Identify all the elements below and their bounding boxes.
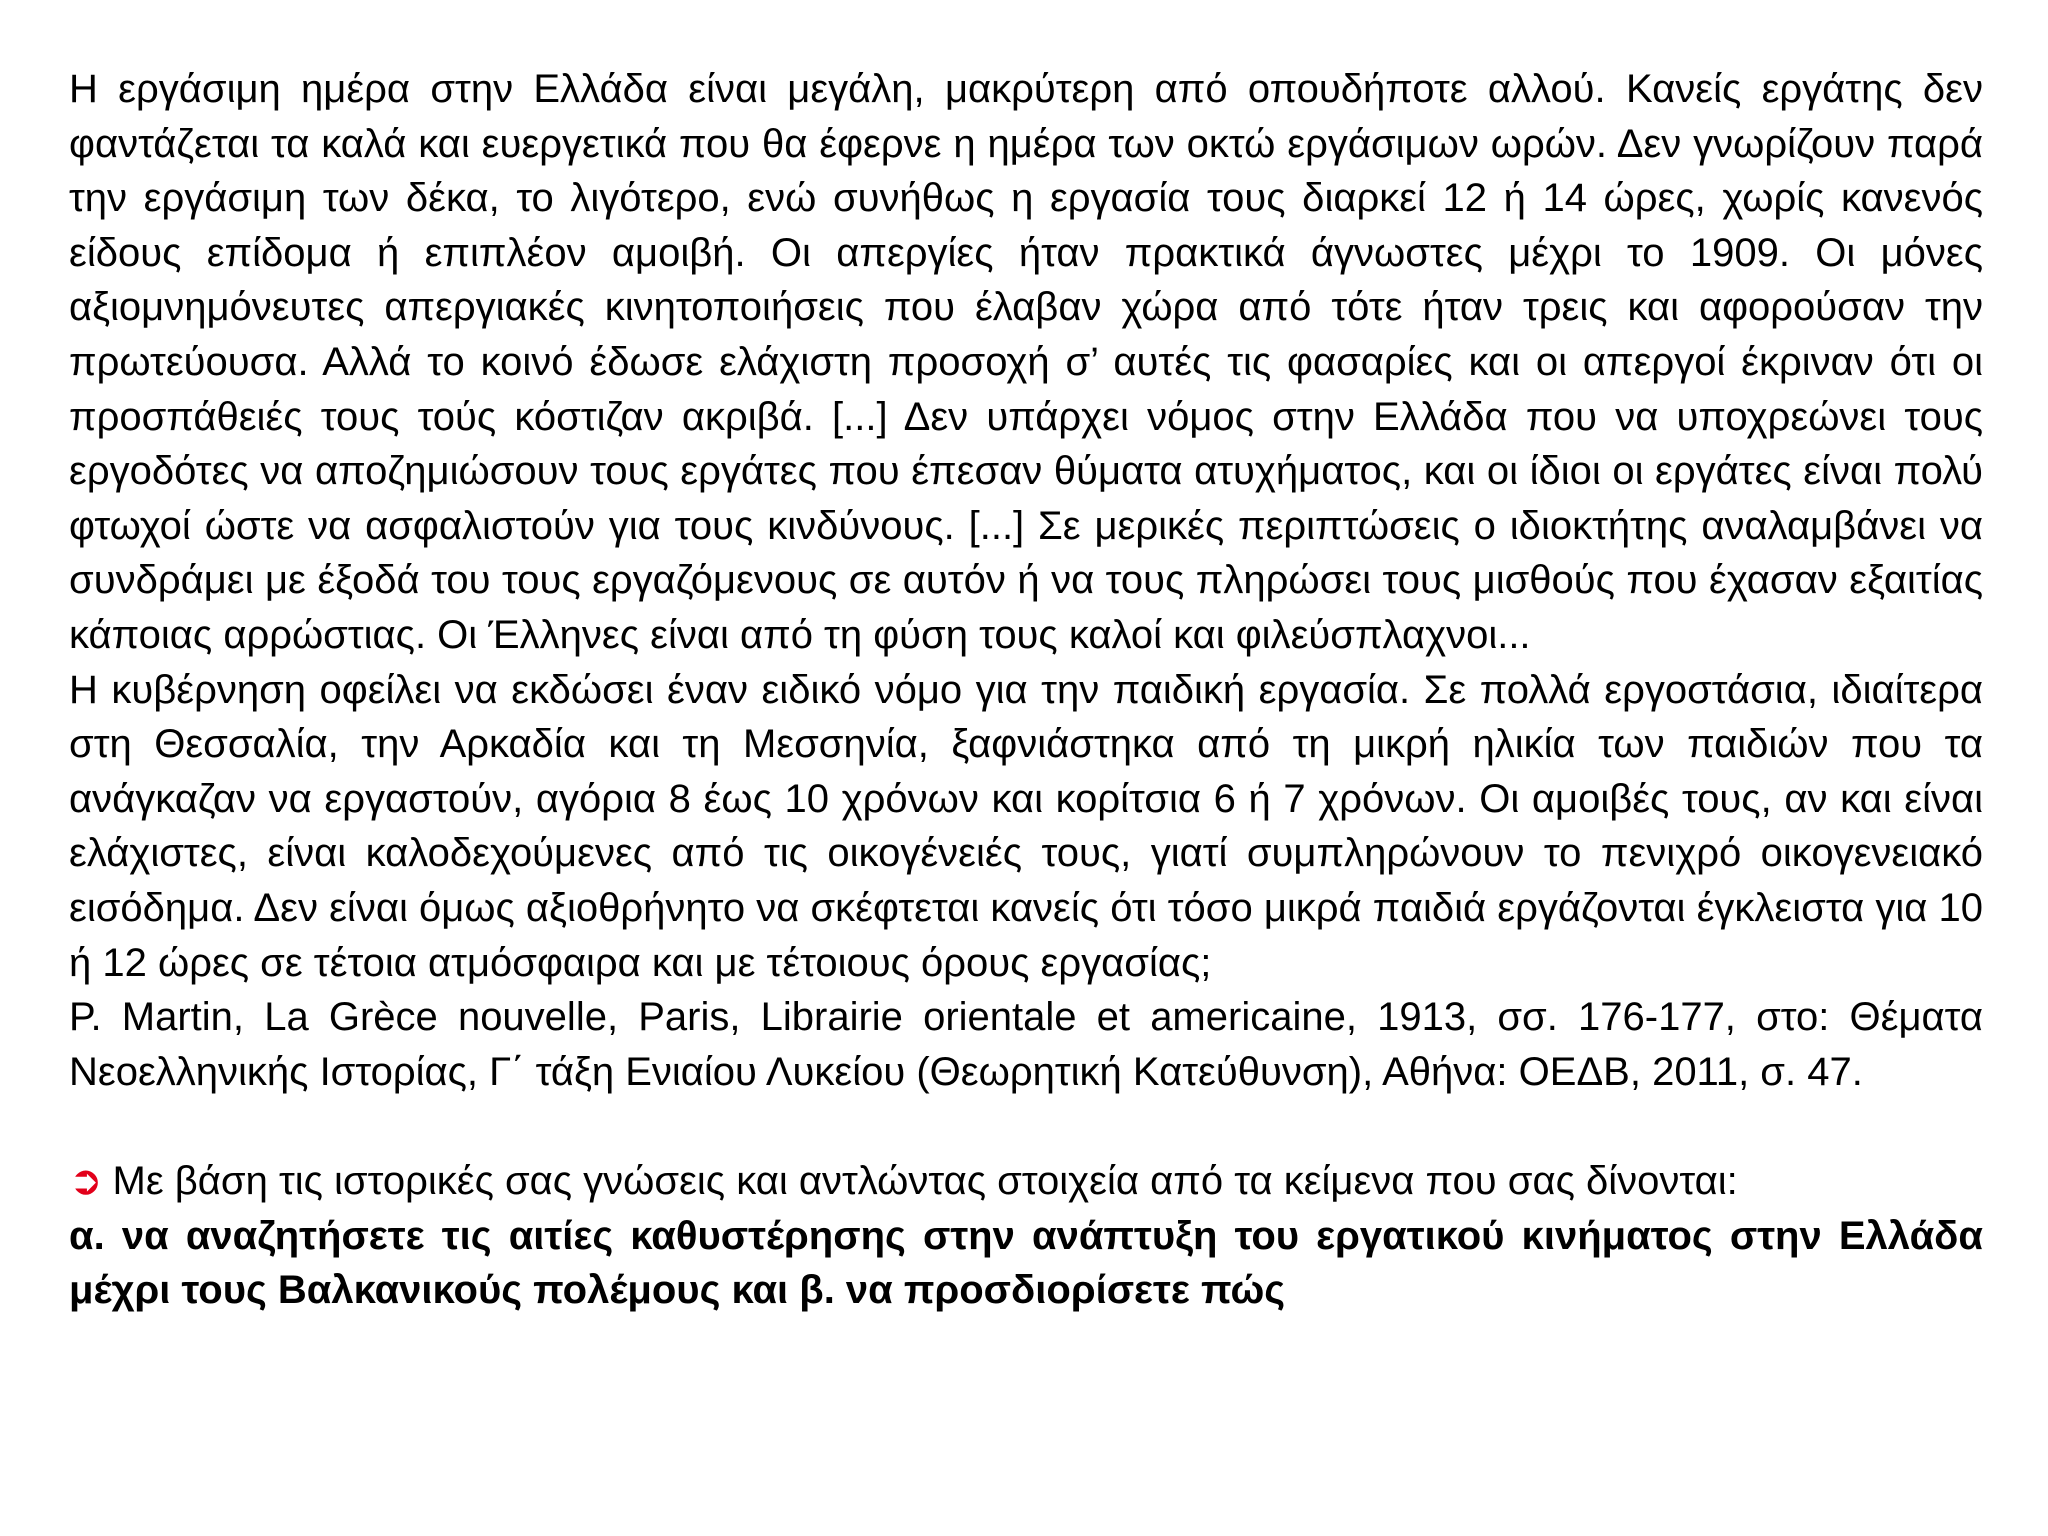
section-spacer	[69, 1099, 1983, 1154]
document-page	[69, 62, 1983, 1318]
question-intro-text: Με βάση τις ιστορικές σας γνώσεις και αντλώντας στοιχεία από τα κείμενα που σας δίνονται:	[112, 1159, 1738, 1204]
quote-paragraph-working-day: Η εργάσιμη ημέρα στην Ελλάδα είναι μεγάλη, μακρύτερη από οπουδήποτε αλλού. Κανείς εργάτης δεν φαντάζεται τα καλά και ευεργετικά που θα έφερνε η ημέρα των οκτώ εργάσιμων ωρών. Δεν γνωρίζουν παρά την εργάσιμη των δέκα, το λιγότερο, ενώ συνήθως η εργασία τους διαρκεί 12 ή 14 ώρες, χωρίς κανενός είδους επίδομα ή επιπλέον αμοιβή. Οι απεργίες ήταν πρακτικά άγνωστες μέχρι το 1909. Οι μόνες αξιομνημόνευτες απεργιακές κινητοποιήσεις που έλαβαν χώρα από τότε ήταν τρεις και αφορούσαν την πρωτεύουσα. Αλλά το κοινό έδωσε ελάχιστη προσοχή σ’ αυτές τις φασαρίες και οι απεργοί έκριναν ότι οι προσπάθειές τους τούς κόστιζαν ακριβά. [...] Δεν υπάρχει νόμος στην Ελλάδα που να υποχρεώνει τους εργοδότες να αποζημιώσουν τους εργάτες που έπεσαν θύματα ατυχήματος, και οι ίδιοι οι εργάτες είναι πολύ φτωχοί ώστε να ασφαλιστούν για τους κινδύνους. [...] Σε μερικές περιπτώσεις ο ιδιοκτήτης αναλαμβάνει να συνδράμει με έξοδά του τους εργαζόμενους σε αυτόν ή να τους πληρώσει τους μισθούς που έχασαν εξαιτίας κάποιας αρρώστιας. Οι Έλληνες είναι από τη φύση τους καλοί και φιλεύσπλαχνοι...	[69, 67, 1983, 657]
question-task: α. να αναζητήσετε τις αιτίες καθυστέρησης στην ανάπτυξη του εργατικού κινήματος στην Ελλάδα μέχρι τους Βαλκανικούς πολέμους και β. να προσδιορίσετε πώς	[69, 1213, 1983, 1313]
quote-paragraph-child-labor: Η κυβέρνηση οφείλει να εκδώσει έναν ειδικό νόμο για την παιδική εργασία. Σε πολλά εργοστάσια, ιδιαίτερα στη Θεσσαλία, την Αρκαδία και τη Μεσσηνία, ξαφνιάστηκα από τη μικρή ηλικία των παιδιών που τα ανάγκαζαν να εργαστούν, αγόρια 8 έως 10 χρόνων και κορίτσια 6 ή 7 χρόνων. Οι αμοιβές τους, αν και είναι ελάχιστες, είναι καλοδεχούμενες από τις οικογένειές τους, γιατί συμπληρώνουν το πενιχρό οικογενειακό εισόδημα. Δεν είναι όμως αξιοθρήνητο να σκέφτεται κανείς ότι τόσο μικρά παιδιά εργάζονται έγκλειστα για 10 ή 12 ώρες σε τέτοια ατμόσφαιρα και με τέτοιους όρους εργασίας;	[69, 667, 1983, 985]
source-citation: P. Martin, La Grèce nouvelle, Paris, Librairie orientale et americaine, 1913, σσ. 176-177, στο: Θέματα Νεοελληνικής Ιστορίας, Γ΄ τάξη Ενιαίου Λυκείου (Θεωρητική Κατεύθυνση), Αθήνα: ΟΕΔΒ, 2011, σ. 47.	[69, 995, 1983, 1094]
arrow-icon: ➲	[69, 1159, 103, 1204]
question-intro	[69, 1154, 1983, 1209]
